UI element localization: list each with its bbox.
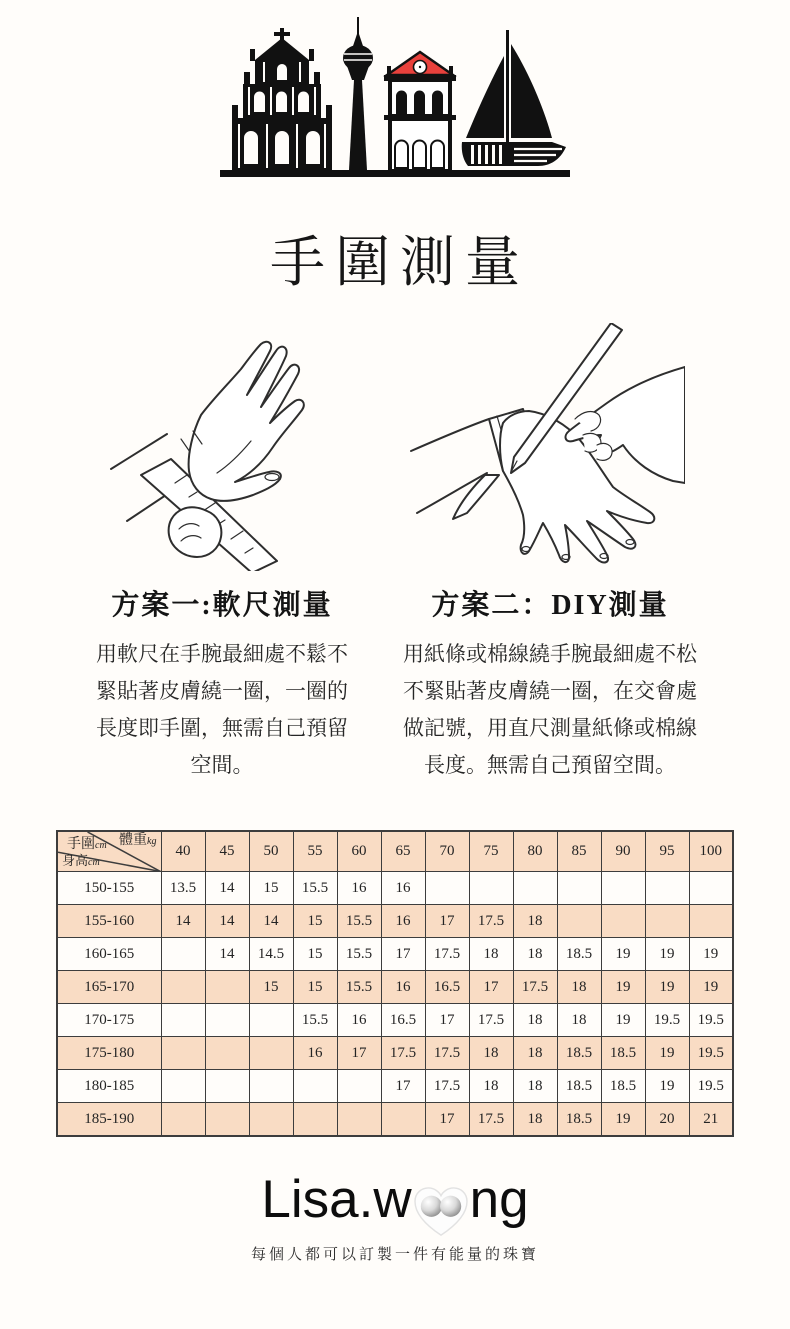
size-value-cell: 17 <box>425 905 469 938</box>
size-value-cell <box>205 1103 249 1136</box>
illustrations <box>0 323 790 571</box>
size-value-cell <box>381 1103 425 1136</box>
size-value-cell: 17.5 <box>425 1037 469 1070</box>
size-value-cell: 18.5 <box>601 1037 645 1070</box>
size-value-cell: 19 <box>689 971 733 1004</box>
macau-skyline-logo <box>210 14 580 184</box>
height-range-cell: 185-190 <box>57 1103 161 1136</box>
size-value-cell: 15 <box>249 872 293 905</box>
table-row <box>57 1004 733 1037</box>
size-value-cell: 17.5 <box>381 1037 425 1070</box>
header-logo <box>0 0 790 184</box>
page-title: 手圍測量 <box>269 232 530 293</box>
size-value-cell: 17.5 <box>425 1070 469 1103</box>
size-value-cell <box>337 1103 381 1136</box>
size-value-cell: 16 <box>337 1004 381 1037</box>
table-row <box>57 971 733 1004</box>
size-value-cell <box>249 1037 293 1070</box>
macau-tower-icon <box>343 17 373 170</box>
size-value-cell: 19 <box>645 971 689 1004</box>
table-row <box>57 1103 733 1136</box>
size-value-cell <box>205 1070 249 1103</box>
size-table-head-row-tr <box>57 831 733 872</box>
table-row <box>57 905 733 938</box>
size-value-cell: 15 <box>293 971 337 1004</box>
size-value-cell: 19 <box>645 1037 689 1070</box>
table-row <box>57 1070 733 1103</box>
height-range-cell: 160-165 <box>57 938 161 971</box>
size-value-cell <box>425 872 469 905</box>
heart-pearls-icon <box>413 1187 469 1239</box>
size-value-cell: 19 <box>645 1070 689 1103</box>
size-table-body <box>57 872 733 1136</box>
weight-header-cell: 50 <box>249 831 293 872</box>
method-1 <box>88 583 356 784</box>
weight-header-cell: 40 <box>161 831 205 872</box>
size-value-cell: 19 <box>601 938 645 971</box>
size-value-cell: 17 <box>381 938 425 971</box>
height-range-cell: 170-175 <box>57 1004 161 1037</box>
weight-header-cell: 60 <box>337 831 381 872</box>
size-table <box>56 830 734 1137</box>
size-value-cell: 15 <box>293 905 337 938</box>
size-value-cell <box>557 872 601 905</box>
size-value-cell: 18 <box>513 1103 557 1136</box>
height-range-cell: 155-160 <box>57 905 161 938</box>
table-row <box>57 938 733 971</box>
size-value-cell: 17 <box>469 971 513 1004</box>
size-value-cell: 19.5 <box>689 1070 733 1103</box>
brand-footer <box>0 1169 790 1239</box>
size-value-cell: 15 <box>249 971 293 1004</box>
size-value-cell: 18 <box>513 1070 557 1103</box>
weight-header-cell: 45 <box>205 831 249 872</box>
size-value-cell: 15.5 <box>337 971 381 1004</box>
table-row <box>57 872 733 905</box>
size-value-cell: 16 <box>381 872 425 905</box>
size-value-cell: 16 <box>381 971 425 1004</box>
weight-header-cell: 70 <box>425 831 469 872</box>
corner-wrist-label: 手圍cm <box>67 836 107 852</box>
size-value-cell: 15.5 <box>337 938 381 971</box>
size-value-cell: 17.5 <box>469 1103 513 1136</box>
size-value-cell: 18 <box>513 905 557 938</box>
size-value-cell: 18 <box>513 1004 557 1037</box>
size-value-cell <box>513 872 557 905</box>
size-value-cell: 14 <box>249 905 293 938</box>
size-value-cell <box>205 1004 249 1037</box>
size-value-cell: 14 <box>205 938 249 971</box>
size-value-cell: 15.5 <box>293 1004 337 1037</box>
size-value-cell: 16 <box>293 1037 337 1070</box>
st-pauls-ruins-icon <box>232 28 332 170</box>
size-value-cell <box>161 1103 205 1136</box>
size-value-cell: 21 <box>689 1103 733 1136</box>
size-value-cell <box>161 971 205 1004</box>
size-value-cell <box>249 1004 293 1037</box>
size-value-cell: 14 <box>205 905 249 938</box>
weight-header-cell: 55 <box>293 831 337 872</box>
size-value-cell: 13.5 <box>161 872 205 905</box>
height-range-cell: 165-170 <box>57 971 161 1004</box>
corner-height-label: 身高cm <box>62 853 100 869</box>
size-value-cell <box>293 1070 337 1103</box>
size-value-cell: 14 <box>161 905 205 938</box>
size-value-cell <box>337 1070 381 1103</box>
size-value-cell: 19.5 <box>645 1004 689 1037</box>
size-value-cell: 17 <box>381 1070 425 1103</box>
size-value-cell <box>601 872 645 905</box>
size-value-cell <box>205 1037 249 1070</box>
brand-text-prefix: Lisa.w <box>261 1169 412 1229</box>
brand-tagline: 每個人都可以訂製一件有能量的珠寶 <box>250 1246 539 1263</box>
table-row <box>57 1037 733 1070</box>
size-value-cell <box>601 905 645 938</box>
weight-header-cell: 65 <box>381 831 425 872</box>
diy-marking-hand-illustration <box>407 323 685 571</box>
corner-weight-label: 體重kg <box>119 832 157 848</box>
size-value-cell: 14 <box>205 872 249 905</box>
size-value-cell: 17.5 <box>513 971 557 1004</box>
method-2-heading: 方案二：DIY測量 <box>431 590 669 621</box>
size-value-cell: 19.5 <box>689 1004 733 1037</box>
size-value-cell: 17.5 <box>469 1004 513 1037</box>
size-value-cell <box>161 938 205 971</box>
size-value-cell: 18 <box>557 1004 601 1037</box>
size-value-cell: 17.5 <box>425 938 469 971</box>
senado-building-icon <box>384 52 456 170</box>
size-value-cell: 19 <box>689 938 733 971</box>
size-value-cell: 18 <box>513 1037 557 1070</box>
brand-text-suffix: ng <box>469 1169 529 1229</box>
tape-measure-hand-illustration <box>105 323 363 571</box>
size-value-cell: 18 <box>469 938 513 971</box>
size-value-cell: 19 <box>601 1004 645 1037</box>
method-2 <box>398 583 702 784</box>
size-value-cell: 20 <box>645 1103 689 1136</box>
weight-header-cell: 80 <box>513 831 557 872</box>
size-value-cell <box>689 905 733 938</box>
size-value-cell: 18.5 <box>557 1070 601 1103</box>
method-1-heading: 方案一:軟尺測量 <box>111 590 333 621</box>
height-range-cell: 150-155 <box>57 872 161 905</box>
height-range-cell: 180-185 <box>57 1070 161 1103</box>
size-value-cell: 14.5 <box>249 938 293 971</box>
size-value-cell: 17 <box>337 1037 381 1070</box>
size-value-cell <box>249 1103 293 1136</box>
junk-boat-icon <box>462 30 566 166</box>
size-value-cell: 19 <box>601 971 645 1004</box>
weight-header-cell: 90 <box>601 831 645 872</box>
table-corner-cell <box>57 831 161 872</box>
size-value-cell: 15.5 <box>293 872 337 905</box>
size-value-cell <box>161 1070 205 1103</box>
methods <box>0 583 790 784</box>
size-value-cell: 17 <box>425 1004 469 1037</box>
weight-header-cell: 95 <box>645 831 689 872</box>
size-value-cell <box>205 971 249 1004</box>
size-value-cell <box>469 872 513 905</box>
size-value-cell <box>161 1037 205 1070</box>
size-value-cell <box>557 905 601 938</box>
size-value-cell: 16.5 <box>425 971 469 1004</box>
size-value-cell: 16 <box>337 872 381 905</box>
size-value-cell: 18 <box>469 1037 513 1070</box>
method-2-body: 用紙條或棉線繞手腕最細處不松不緊貼著皮膚繞一圈，在交會處做記號，用直尺測量紙條或棉線長度。無需自己預留空間。 <box>403 642 697 777</box>
size-value-cell: 18 <box>513 938 557 971</box>
size-value-cell <box>689 872 733 905</box>
ground-line <box>220 170 570 177</box>
size-value-cell <box>293 1103 337 1136</box>
size-value-cell <box>645 905 689 938</box>
weight-header-cell: 100 <box>689 831 733 872</box>
size-value-cell: 18.5 <box>601 1070 645 1103</box>
size-value-cell: 19 <box>601 1103 645 1136</box>
size-value-cell: 15 <box>293 938 337 971</box>
size-value-cell <box>645 872 689 905</box>
size-value-cell: 18.5 <box>557 1037 601 1070</box>
size-value-cell: 17.5 <box>469 905 513 938</box>
size-value-cell: 18.5 <box>557 1103 601 1136</box>
size-value-cell: 19 <box>645 938 689 971</box>
height-range-cell: 175-180 <box>57 1037 161 1070</box>
size-value-cell <box>249 1070 293 1103</box>
size-value-cell: 19.5 <box>689 1037 733 1070</box>
size-value-cell: 18 <box>469 1070 513 1103</box>
size-value-cell: 18 <box>557 971 601 1004</box>
size-value-cell: 15.5 <box>337 905 381 938</box>
method-1-body: 用軟尺在手腕最細處不鬆不緊貼著皮膚繞一圈，一圈的長度即手圍，無需自己預留空間。 <box>96 642 348 777</box>
size-value-cell: 18.5 <box>557 938 601 971</box>
size-value-cell: 17 <box>425 1103 469 1136</box>
size-value-cell: 16 <box>381 905 425 938</box>
weight-header-cell: 75 <box>469 831 513 872</box>
size-value-cell: 16.5 <box>381 1004 425 1037</box>
weight-header-cell: 85 <box>557 831 601 872</box>
size-value-cell <box>161 1004 205 1037</box>
